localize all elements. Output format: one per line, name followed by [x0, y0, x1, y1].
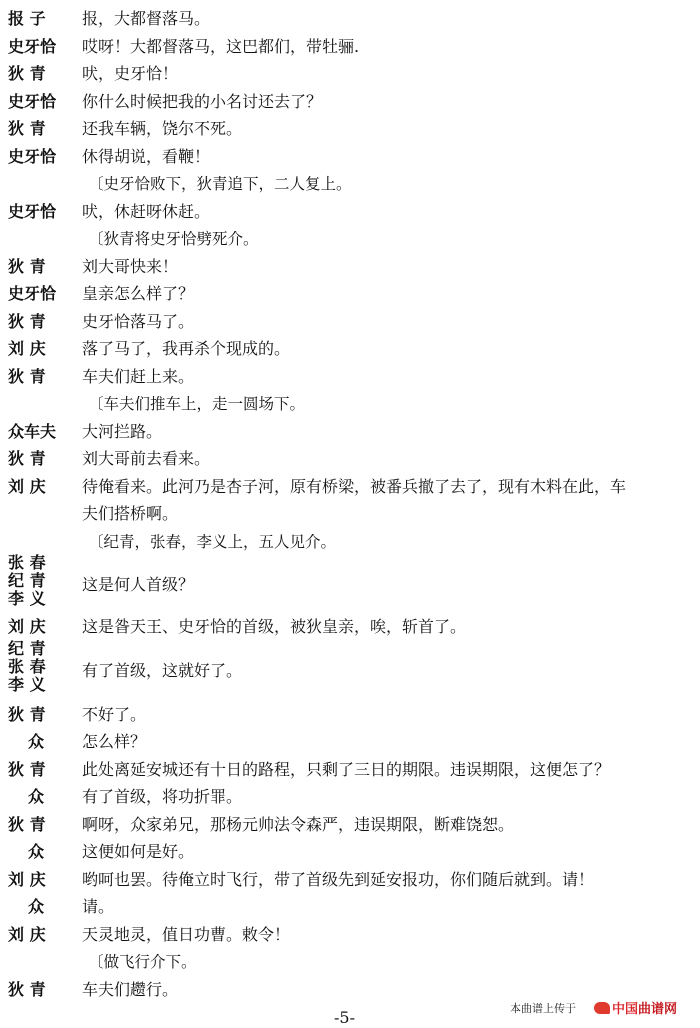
- speaker-name: 刘 庆: [8, 924, 46, 944]
- stage-text: 〔史牙恰败下，狄青追下，二人复上。: [88, 175, 352, 193]
- dialogue-text: 请。: [82, 897, 115, 916]
- dialogue-text: 怎么样？: [82, 732, 147, 751]
- group-speakers: [8, 640, 46, 694]
- dialogue-line: [0, 865, 700, 893]
- speaker-name: 李 义: [8, 589, 46, 608]
- dialogue-text: 有了首级，这就好了。: [82, 660, 243, 680]
- dialogue-line: [0, 252, 700, 280]
- dialogue-line: [0, 892, 700, 920]
- speaker-name: 狄 青: [8, 366, 46, 386]
- speaker-name: 刘 庆: [8, 617, 46, 636]
- dialogue-text: 刘大哥前去看来。: [82, 449, 211, 468]
- stage-direction: [0, 169, 700, 197]
- stage-direction: [0, 224, 700, 252]
- group-speakers: [8, 554, 46, 608]
- dialogue-line: [0, 334, 700, 362]
- dialogue-text: 这是何人首级？: [82, 575, 195, 594]
- dialogue-line: [0, 837, 700, 865]
- dialogue-line: [0, 499, 700, 527]
- stage-text: 〔狄青将史牙恰劈死介。: [88, 230, 259, 248]
- dialogue-line: [0, 4, 700, 32]
- dialogue-line: [0, 362, 700, 390]
- group-speech: [0, 554, 700, 612]
- dialogue-text: 哎呀！大都督落马，这巴都们，带牡骊.: [82, 36, 360, 56]
- dialogue-text: 夫们搭桥啊。: [82, 504, 179, 523]
- speaker-name: 众: [28, 842, 45, 861]
- speaker-name: 刘 庆: [8, 339, 46, 358]
- stage-text: 〔车夫们推车上，走一圆场下。: [88, 395, 306, 413]
- dialogue-text: 这是昝天王、史牙恰的首级，被狄皇亲，唉，斩首了。: [82, 617, 467, 636]
- speaker-name: 刘 庆: [8, 476, 46, 496]
- dialogue-line: [0, 727, 700, 755]
- dialogue-text: 吠，史牙恰！: [82, 64, 179, 83]
- speaker-name: 众: [28, 897, 45, 916]
- speaker-name: 狄 青: [8, 449, 46, 468]
- dialogue-line: [0, 920, 700, 948]
- stage-direction: [0, 947, 700, 975]
- speaker-name: 纪 青: [8, 571, 46, 590]
- speaker-name: 众: [28, 732, 45, 751]
- dialogue-text: 大河拦路。: [82, 421, 163, 441]
- dialogue-text: 吠，休赶呀休赶。: [82, 201, 211, 221]
- dialogue-text: 报，大都督落马。: [82, 9, 211, 28]
- dialogue-line: [0, 417, 700, 445]
- dialogue-line: [0, 612, 700, 640]
- speaker-name: 史牙恰: [8, 36, 57, 56]
- dialogue-line: [0, 700, 700, 728]
- upload-note: 本曲谱上传于: [510, 1002, 576, 1015]
- dialogue-line: [0, 59, 700, 87]
- dialogue-line: [0, 114, 700, 142]
- speaker-name: 狄 青: [8, 64, 46, 83]
- dialogue-line: [0, 782, 700, 810]
- speaker-name: 史牙恰: [8, 91, 57, 111]
- site-logo[interactable]: [594, 998, 677, 1017]
- speaker-name: 刘 庆: [8, 869, 46, 889]
- page-number: -5-: [334, 1008, 355, 1027]
- dialogue-line: [0, 755, 700, 783]
- speaker-name: 狄 青: [8, 814, 46, 834]
- dialogue-text: 车夫们趱行。: [82, 979, 179, 999]
- dialogue-text: 此处离延安城还有十日的路程，只剩了三日的期限。违误期限，这便怎了？: [82, 759, 611, 779]
- speaker-name: 狄 青: [8, 979, 46, 999]
- dialogue-line: [0, 87, 700, 115]
- dialogue-text: 还我车辆，饶尔不死。: [82, 119, 243, 138]
- speaker-name: 纪 青: [8, 638, 46, 658]
- speaker-name: 史牙恰: [8, 201, 57, 221]
- speaker-name: 众: [28, 787, 45, 806]
- stage-text: 〔纪青，张春，李义上，五人见介。: [88, 532, 337, 551]
- speaker-name: 狄 青: [8, 119, 46, 138]
- dialogue-text: 这便如何是好。: [82, 842, 195, 861]
- speaker-name: 报 子: [8, 9, 46, 28]
- stage-direction: [0, 389, 700, 417]
- dialogue-line: [0, 32, 700, 60]
- dialogue-line: [0, 279, 700, 307]
- dialogue-text: 车夫们赶上来。: [82, 366, 195, 386]
- stage-text: 〔做飞行介下。: [88, 953, 197, 971]
- stage-direction: [0, 527, 700, 555]
- dialogue-line: [0, 472, 700, 500]
- speaker-name: 狄 青: [8, 759, 46, 779]
- speaker-name: 史牙恰: [8, 284, 57, 303]
- dialogue-line: [0, 307, 700, 335]
- speaker-name: 张 春: [8, 656, 46, 676]
- dialogue-text: 啊呀，众家弟兄，那杨元帅法令森严，违误期限，断难饶恕。: [82, 814, 515, 834]
- dialogue-text: 皇亲怎么样了？: [82, 284, 195, 303]
- script-body: [0, 4, 700, 1002]
- dialogue-text: 哟呵也罢。待俺立时飞行，带了首级先到延安报功，你们随后就到。请！: [82, 869, 595, 889]
- speaker-name: 众车夫: [8, 421, 57, 441]
- dialogue-text: 有了首级，将功折罪。: [82, 787, 243, 806]
- dialogue-line: [0, 142, 700, 170]
- speaker-name: 史牙恰: [8, 146, 57, 166]
- dialogue-line: [0, 810, 700, 838]
- speaker-name: 张 春: [8, 553, 46, 572]
- dialogue-text: 休得胡说，看鞭！: [82, 146, 211, 166]
- dialogue-text: 不好了。: [82, 704, 147, 724]
- group-speech: [0, 640, 700, 700]
- site-name: 曲谱网: [638, 1002, 678, 1017]
- dialogue-text: 天灵地灵，值日功曹。敕令！: [82, 924, 291, 944]
- dialogue-text: 你什么时候把我的小名讨还去了？: [82, 91, 323, 111]
- speaker-name: 狄 青: [8, 256, 46, 276]
- dialogue-text: 落了马了，我再杀个现成的。: [82, 339, 291, 358]
- speaker-name: 狄 青: [8, 311, 46, 331]
- dialogue-line: [0, 197, 700, 225]
- dialogue-line: [0, 444, 700, 472]
- dialogue-text: 刘大哥快来！: [82, 256, 179, 276]
- dialogue-text: 待俺看来。此河乃是杏子河，原有桥梁，被番兵撤了去了，现有木料在此，车: [82, 476, 627, 496]
- logo-icon: [594, 1002, 610, 1014]
- speaker-name: 李 义: [8, 674, 46, 694]
- dialogue-text: 史牙恰落马了。: [82, 311, 195, 331]
- speaker-name: 狄 青: [8, 704, 46, 724]
- site-mark: 中国: [612, 1002, 639, 1017]
